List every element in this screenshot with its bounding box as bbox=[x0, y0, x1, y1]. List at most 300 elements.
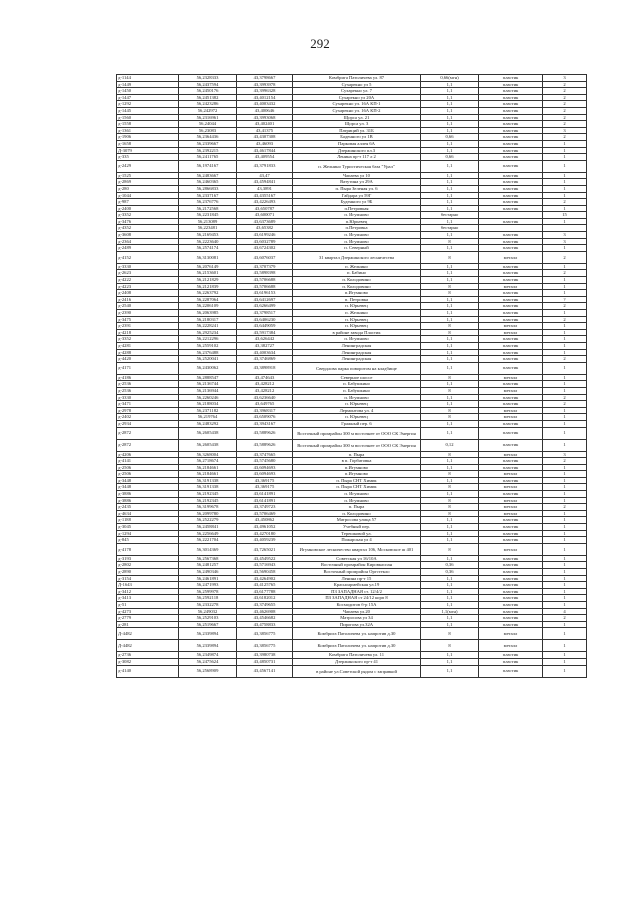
address-cell: Парковая аллея 6А bbox=[293, 140, 421, 147]
address-cell: п. Колодовино bbox=[293, 277, 421, 284]
site-id-cell: Д-4482 bbox=[117, 640, 179, 652]
longitude-cell: 43,3707379 bbox=[237, 263, 293, 270]
count-cell: 1 bbox=[543, 336, 587, 343]
site-id-cell: д-2872 bbox=[117, 427, 179, 439]
count-cell: 1 bbox=[543, 407, 587, 414]
latitude-cell: 56,3268004 bbox=[179, 451, 237, 458]
site-id-cell: д-3886 bbox=[117, 497, 179, 504]
volume-cell: 8 bbox=[421, 283, 479, 290]
volume-cell: 1,1 bbox=[421, 458, 479, 465]
count-cell: 1 bbox=[543, 140, 587, 147]
address-cell: п. Игумново bbox=[293, 238, 421, 245]
container-sites-table-wrap bbox=[116, 74, 586, 678]
longitude-cell: 43,5889626 bbox=[237, 439, 293, 451]
address-cell: Сухарекно ул 20А bbox=[293, 94, 421, 101]
site-id-cell: д-4288 bbox=[117, 349, 179, 356]
material-cell: металл bbox=[479, 471, 543, 478]
table-row bbox=[117, 238, 587, 245]
longitude-cell: 43,6182012 bbox=[237, 595, 293, 602]
latitude-cell: 56,2339667 bbox=[179, 140, 237, 147]
site-id-cell: д-4273 bbox=[117, 608, 179, 615]
latitude-cell: 56,2184661 bbox=[179, 464, 237, 471]
table-row bbox=[117, 665, 587, 677]
volume-cell: 1,1 bbox=[421, 101, 479, 108]
address-cell: Патриций ул. 31Б bbox=[293, 127, 421, 134]
latitude-cell: 56,2231845 bbox=[179, 212, 237, 219]
longitude-cell: 43,6406230 bbox=[237, 316, 293, 323]
site-id-cell: д-2536 bbox=[117, 387, 179, 394]
count-cell: 3 bbox=[543, 238, 587, 245]
material-cell: пластик bbox=[479, 154, 543, 161]
volume-cell: 1,1 bbox=[421, 81, 479, 88]
count-cell: 2 bbox=[543, 251, 587, 263]
volume-cell: 0,66 bbox=[421, 154, 479, 161]
count-cell: 1 bbox=[543, 543, 587, 555]
address-cell: п. Желнино bbox=[293, 310, 421, 317]
table-row bbox=[117, 140, 587, 147]
count-cell: 3 bbox=[543, 75, 587, 82]
site-id-cell: д-1361 bbox=[117, 127, 179, 134]
material-cell: металл bbox=[479, 504, 543, 511]
site-id-cell: д-1445 bbox=[117, 107, 179, 114]
table-row bbox=[117, 524, 587, 531]
table-row bbox=[117, 427, 587, 439]
site-id-cell: д-3330 bbox=[117, 394, 179, 401]
latitude-cell: 56,2136944 bbox=[179, 387, 237, 394]
table-row bbox=[117, 323, 587, 330]
latitude-cell: 56,242972 bbox=[179, 107, 237, 114]
site-id-cell: д-3082 bbox=[117, 658, 179, 665]
material-cell: пластик bbox=[479, 477, 543, 484]
latitude-cell: 56,2172568 bbox=[179, 205, 237, 212]
material-cell: пластик bbox=[479, 458, 543, 465]
table-row bbox=[117, 517, 587, 524]
count-cell: 1 bbox=[543, 154, 587, 161]
volume-cell: 1,1 bbox=[421, 310, 479, 317]
count-cell: 1 bbox=[543, 595, 587, 602]
latitude-cell: 56,2287064 bbox=[179, 296, 237, 303]
longitude-cell: 43,4758833 bbox=[237, 621, 293, 628]
site-id-cell: д-4223 bbox=[117, 283, 179, 290]
table-row bbox=[117, 575, 587, 582]
longitude-cell: 43,4961052 bbox=[237, 524, 293, 531]
latitude-cell: 56,2263792 bbox=[179, 290, 237, 297]
count-cell: 1 bbox=[543, 652, 587, 659]
longitude-cell: 43,3746869 bbox=[237, 356, 293, 363]
latitude-cell: 56,2483292 bbox=[179, 420, 237, 427]
latitude-cell: 56,2212296 bbox=[179, 336, 237, 343]
longitude-cell: 43,5706688 bbox=[237, 277, 293, 284]
material-cell: пластик bbox=[479, 569, 543, 576]
material-cell bbox=[479, 225, 543, 232]
volume-cell: 1,1 bbox=[421, 601, 479, 608]
volume-cell: 8 bbox=[421, 251, 479, 263]
longitude-cell: 43,4307308 bbox=[237, 134, 293, 141]
volume-cell: 1,1 bbox=[421, 588, 479, 595]
latitude-cell: 56,2605438 bbox=[179, 439, 237, 451]
site-id-cell: д-1449 bbox=[117, 81, 179, 88]
volume-cell: 1,1 bbox=[421, 336, 479, 343]
volume-cell: 1,1 bbox=[421, 621, 479, 628]
latitude-cell: 56,223481 bbox=[179, 225, 237, 232]
address-cell: Восточный промрайон 300 м восточнее от ООО СК Энергия bbox=[293, 427, 421, 439]
longitude-cell: 43,4264902 bbox=[237, 575, 293, 582]
count-cell: 1 bbox=[543, 439, 587, 451]
latitude-cell: 56,2121829 bbox=[179, 277, 237, 284]
material-cell: пластик bbox=[479, 303, 543, 310]
site-id-cell: д-2869 bbox=[117, 179, 179, 186]
volume-cell: 1,1 bbox=[421, 179, 479, 186]
latitude-cell: 56,2888547 bbox=[179, 374, 237, 381]
site-id-cell: д-4281 bbox=[117, 342, 179, 349]
site-id-cell: д-2540 bbox=[117, 303, 179, 310]
site-id-cell: д-1558 bbox=[117, 121, 179, 128]
address-cell: п.Игумново bbox=[293, 471, 421, 478]
latitude-cell: 56,3199678 bbox=[179, 504, 237, 511]
address-cell: п. Игумново bbox=[293, 212, 421, 219]
longitude-cell: 43,3856775 bbox=[237, 628, 293, 640]
latitude-cell: 56,2206109 bbox=[179, 303, 237, 310]
address-cell: Советская ул 16/10А bbox=[293, 555, 421, 562]
site-id-cell: Д-3079 bbox=[117, 147, 179, 154]
latitude-cell: 56,2364436 bbox=[179, 134, 237, 141]
material-cell: пластик bbox=[479, 362, 543, 374]
volume-cell: 8 bbox=[421, 640, 479, 652]
longitude-cell: 43,3993068 bbox=[237, 114, 293, 121]
material-cell: металл bbox=[479, 323, 543, 330]
longitude-cell: 43,428212 bbox=[237, 381, 293, 388]
count-cell: 1 bbox=[543, 640, 587, 652]
count-cell: 1 bbox=[543, 329, 587, 336]
count-cell: 1 bbox=[543, 185, 587, 192]
address-cell: Гражный пер. 6 bbox=[293, 420, 421, 427]
latitude-cell: 56,2188034 bbox=[179, 401, 237, 408]
material-cell: металл bbox=[479, 484, 543, 491]
site-id-cell: д-2506 bbox=[117, 471, 179, 478]
volume-cell: 1,1 bbox=[421, 192, 479, 199]
longitude-cell: 43,4125765 bbox=[237, 582, 293, 589]
site-id-cell: д-2416 bbox=[117, 296, 179, 303]
longitude-cell: 43,6236640 bbox=[237, 394, 293, 401]
address-cell: Учебный пер. bbox=[293, 524, 421, 531]
latitude-cell: 56,213089 bbox=[179, 218, 237, 225]
volume-cell: 1,1 bbox=[421, 205, 479, 212]
table-row bbox=[117, 101, 587, 108]
volume-cell: 1,1 bbox=[421, 477, 479, 484]
table-row bbox=[117, 336, 587, 343]
count-cell: 1 bbox=[543, 517, 587, 524]
longitude-cell: 43,369175 bbox=[237, 477, 293, 484]
site-id-cell: д-4141 bbox=[117, 458, 179, 465]
address-cell: Буденного ул 9Б bbox=[293, 199, 421, 206]
volume-cell: 1,1 bbox=[421, 658, 479, 665]
material-cell: пластик bbox=[479, 134, 543, 141]
table-row bbox=[117, 192, 587, 199]
address-cell: п. Пыра Зеленая ул. 6 bbox=[293, 185, 421, 192]
volume-cell: 1,1 bbox=[421, 464, 479, 471]
address-cell: п. Колодовино bbox=[293, 510, 421, 517]
table-row bbox=[117, 114, 587, 121]
material-cell: пластик bbox=[479, 88, 543, 95]
address-cell: Восточный промрайон Оргстекло bbox=[293, 569, 421, 576]
volume-cell: 0,66 bbox=[421, 134, 479, 141]
address-cell: п. Бабушкино bbox=[293, 387, 421, 394]
material-cell: пластик bbox=[479, 336, 543, 343]
volume-cell: 0,36 bbox=[421, 569, 479, 576]
table-row bbox=[117, 420, 587, 427]
site-id-cell: д-1525 bbox=[117, 172, 179, 179]
volume-cell: 1,1 bbox=[421, 218, 479, 225]
count-cell: 1 bbox=[543, 555, 587, 562]
volume-cell: 1,1 bbox=[421, 263, 479, 270]
volume-cell: 1,1 bbox=[421, 349, 479, 356]
latitude-cell: 56,249032 bbox=[179, 608, 237, 615]
count-cell: 1 bbox=[543, 290, 587, 297]
site-id-cell: д-2408 bbox=[117, 290, 179, 297]
table-row bbox=[117, 303, 587, 310]
volume-cell: 1,1 bbox=[421, 199, 479, 206]
address-cell: п. Юрьевец bbox=[293, 323, 421, 330]
material-cell: пластик bbox=[479, 179, 543, 186]
volume-cell: 8 bbox=[421, 387, 479, 394]
address-cell: Дзержинского пл.3 bbox=[293, 147, 421, 154]
longitude-cell: 43,3749723 bbox=[237, 504, 293, 511]
material-cell: пластик bbox=[479, 665, 543, 677]
count-cell: 1 bbox=[543, 277, 587, 284]
latitude-cell: 56,2599978 bbox=[179, 588, 237, 595]
site-id-cell: д-4186 bbox=[117, 374, 179, 381]
volume-cell: 8 bbox=[421, 374, 479, 381]
count-cell: 1 bbox=[543, 147, 587, 154]
count-cell: 1 bbox=[543, 524, 587, 531]
table-row bbox=[117, 484, 587, 491]
site-id-cell: д-2390 bbox=[117, 310, 179, 317]
count-cell: 2 bbox=[543, 88, 587, 95]
latitude-cell: 56,2192345 bbox=[179, 491, 237, 498]
count-cell: 1 bbox=[543, 160, 587, 172]
volume-cell: 1,1 bbox=[421, 427, 479, 439]
site-id-cell: д-1188 bbox=[117, 517, 179, 524]
volume-cell: 8 bbox=[421, 628, 479, 640]
longitude-cell: 43,4850731 bbox=[237, 658, 293, 665]
longitude-cell: 43,6266499 bbox=[237, 303, 293, 310]
address-cell: п. Юрьевец bbox=[293, 401, 421, 408]
site-id-cell: д-4222 bbox=[117, 277, 179, 284]
longitude-cell: 43,3993978 bbox=[237, 81, 293, 88]
material-cell: металл bbox=[479, 628, 543, 640]
site-id-cell: д-1560 bbox=[117, 114, 179, 121]
material-cell: пластик bbox=[479, 401, 543, 408]
latitude-cell: 56,2567368 bbox=[179, 555, 237, 562]
address-cell: п. Юрьевец bbox=[293, 316, 421, 323]
volume-cell: 1,1 bbox=[421, 114, 479, 121]
volume-cell: 1,1 bbox=[421, 140, 479, 147]
table-row bbox=[117, 310, 587, 317]
volume-cell: 1,1 bbox=[421, 342, 479, 349]
material-cell: металл bbox=[479, 374, 543, 381]
longitude-cell: 43,3898918 bbox=[237, 362, 293, 374]
count-cell: 2 bbox=[543, 114, 587, 121]
material-cell: пластик bbox=[479, 107, 543, 114]
count-cell: 1 bbox=[543, 658, 587, 665]
volume-cell: 8 bbox=[421, 471, 479, 478]
volume-cell: 8 bbox=[421, 504, 479, 511]
volume-cell: 8 bbox=[421, 238, 479, 245]
latitude-cell: 56,2450176 bbox=[179, 88, 237, 95]
latitude-cell: 56,2221704 bbox=[179, 537, 237, 544]
address-cell: Терешковой ул. bbox=[293, 530, 421, 537]
address-cell: п. Колодовино bbox=[293, 283, 421, 290]
address-cell: п. Пыра СНТ Химик bbox=[293, 477, 421, 484]
longitude-cell: 43,4567141 bbox=[237, 665, 293, 677]
site-id-cell: д-4420 bbox=[117, 356, 179, 363]
count-cell: 2 bbox=[543, 458, 587, 465]
count-cell: 1 bbox=[543, 665, 587, 677]
material-cell: пластик bbox=[479, 81, 543, 88]
material-cell: пластик bbox=[479, 232, 543, 239]
longitude-cell: 43,4270180 bbox=[237, 530, 293, 537]
volume-cell: 1,1(мгн) bbox=[421, 608, 479, 615]
latitude-cell: 56,2559102 bbox=[179, 342, 237, 349]
volume-cell: 1,1 bbox=[421, 88, 479, 95]
volume-cell: 8 bbox=[421, 497, 479, 504]
table-row bbox=[117, 290, 587, 297]
site-id-cell: д-2489 bbox=[117, 245, 179, 252]
count-cell: 1 bbox=[543, 621, 587, 628]
site-id-cell: д-3412 bbox=[117, 588, 179, 595]
address-cell: п. Пыра bbox=[293, 451, 421, 458]
site-id-cell: д-3476 bbox=[117, 218, 179, 225]
longitude-cell: 43,5898398 bbox=[237, 270, 293, 277]
count-cell: 1 bbox=[543, 427, 587, 439]
longitude-cell: 43,4355167 bbox=[237, 192, 293, 199]
count-cell: 2 bbox=[543, 401, 587, 408]
latitude-cell: 56,2349874 bbox=[179, 652, 237, 659]
latitude-cell: 56,2471993 bbox=[179, 582, 237, 589]
latitude-cell: 56,2490346 bbox=[179, 569, 237, 576]
address-cell: п.Юрьевец bbox=[293, 218, 421, 225]
address-cell: п. Игумново bbox=[293, 497, 421, 504]
count-cell: 3 bbox=[543, 451, 587, 458]
latitude-cell: 56,2184661 bbox=[179, 471, 237, 478]
table-row bbox=[117, 147, 587, 154]
longitude-cell: 43,3996328 bbox=[237, 88, 293, 95]
volume-cell: 1,1 bbox=[421, 615, 479, 622]
count-cell: 1 bbox=[543, 263, 587, 270]
volume-cell: 1,1 bbox=[421, 665, 479, 677]
address-cell: Гайдара ул 59Г bbox=[293, 192, 421, 199]
latitude-cell: 56,2460365 bbox=[179, 179, 237, 186]
table-row bbox=[117, 263, 587, 270]
address-cell: Баденного ул 1В bbox=[293, 134, 421, 141]
volume-cell: 1,1 bbox=[421, 160, 479, 172]
latitude-cell: 56,2392215 bbox=[179, 147, 237, 154]
latitude-cell: 56,2376776 bbox=[179, 199, 237, 206]
volume-cell: 8 bbox=[421, 329, 479, 336]
address-cell: п.Игумново bbox=[293, 464, 421, 471]
material-cell: пластик bbox=[479, 199, 543, 206]
site-id-cell: д-280 bbox=[117, 185, 179, 192]
volume-cell: 1,1 bbox=[421, 595, 479, 602]
longitude-cell: 43,4012154 bbox=[237, 94, 293, 101]
longitude-cell: 43,4626908 bbox=[237, 608, 293, 615]
material-cell: пластик bbox=[479, 94, 543, 101]
table-row bbox=[117, 199, 587, 206]
count-cell: 2 bbox=[543, 356, 587, 363]
material-cell: пластик bbox=[479, 270, 543, 277]
site-id-cell: д-3886 bbox=[117, 491, 179, 498]
volume-cell: 1,1 bbox=[421, 652, 479, 659]
volume-cell: 1,1 bbox=[421, 277, 479, 284]
address-cell: Северное шоссе bbox=[293, 374, 421, 381]
address-cell: Сухарекно ул. 7 bbox=[293, 88, 421, 95]
latitude-cell: 56,2223640 bbox=[179, 238, 237, 245]
longitude-cell: 43,6177788 bbox=[237, 588, 293, 595]
material-cell: пластик bbox=[479, 420, 543, 427]
count-cell: 1 bbox=[543, 310, 587, 317]
address-cell: п. Игумново bbox=[293, 232, 421, 239]
latitude-cell: 56,2522279 bbox=[179, 517, 237, 524]
longitude-cell: 43,6199246 bbox=[237, 232, 293, 239]
site-id-cell: д-2872 bbox=[117, 439, 179, 451]
count-cell: 1 bbox=[543, 491, 587, 498]
address-cell: п. Игумново bbox=[293, 394, 421, 401]
table-row bbox=[117, 232, 587, 239]
material-cell: пластик bbox=[479, 127, 543, 134]
address-cell: п. Игумново bbox=[293, 336, 421, 343]
latitude-cell: 56,2529103 bbox=[179, 615, 237, 622]
volume-cell: 1,1 bbox=[421, 245, 479, 252]
material-cell: пластик bbox=[479, 582, 543, 589]
latitude-cell: 56,2568909 bbox=[179, 665, 237, 677]
address-cell: п. Желнино bbox=[293, 263, 421, 270]
site-id-cell: д-2364 bbox=[117, 238, 179, 245]
material-cell: пластик bbox=[479, 172, 543, 179]
table-row bbox=[117, 458, 587, 465]
volume-cell: 1,1 bbox=[421, 530, 479, 537]
count-cell: 1 bbox=[543, 362, 587, 374]
address-cell: п.Петровка bbox=[293, 225, 421, 232]
material-cell: пластик bbox=[479, 491, 543, 498]
volume-cell: 1,1 bbox=[421, 172, 479, 179]
address-cell: Ленина пр-т 15 bbox=[293, 575, 421, 582]
site-id-cell: д-2402 bbox=[117, 414, 179, 421]
site-id-cell: Д-1643 bbox=[117, 582, 179, 589]
longitude-cell: 43,6094693 bbox=[237, 471, 293, 478]
latitude-cell: 56,2337167 bbox=[179, 192, 237, 199]
address-cell: п. Игумново bbox=[293, 491, 421, 498]
volume-cell: 1,1 bbox=[421, 316, 479, 323]
count-cell: 2 bbox=[543, 121, 587, 128]
table-row bbox=[117, 107, 587, 114]
count-cell: 1 bbox=[543, 381, 587, 388]
table-row bbox=[117, 394, 587, 401]
material-cell: пластик bbox=[479, 245, 543, 252]
longitude-cell: 43,3968317 bbox=[237, 407, 293, 414]
material-cell: пластик bbox=[479, 621, 543, 628]
latitude-cell: 56,2339894 bbox=[179, 640, 237, 652]
table-row bbox=[117, 356, 587, 363]
count-cell: ? bbox=[543, 296, 587, 303]
table-row bbox=[117, 439, 587, 451]
longitude-cell: 43,6373689 bbox=[237, 218, 293, 225]
material-cell: пластик bbox=[479, 192, 543, 199]
material-cell: пластик bbox=[479, 601, 543, 608]
latitude-cell: 56,2423286 bbox=[179, 101, 237, 108]
site-id-cell: д-3608 bbox=[117, 232, 179, 239]
site-id-cell: д-3352 bbox=[117, 212, 179, 219]
longitude-cell: 43,5706469 bbox=[237, 510, 293, 517]
